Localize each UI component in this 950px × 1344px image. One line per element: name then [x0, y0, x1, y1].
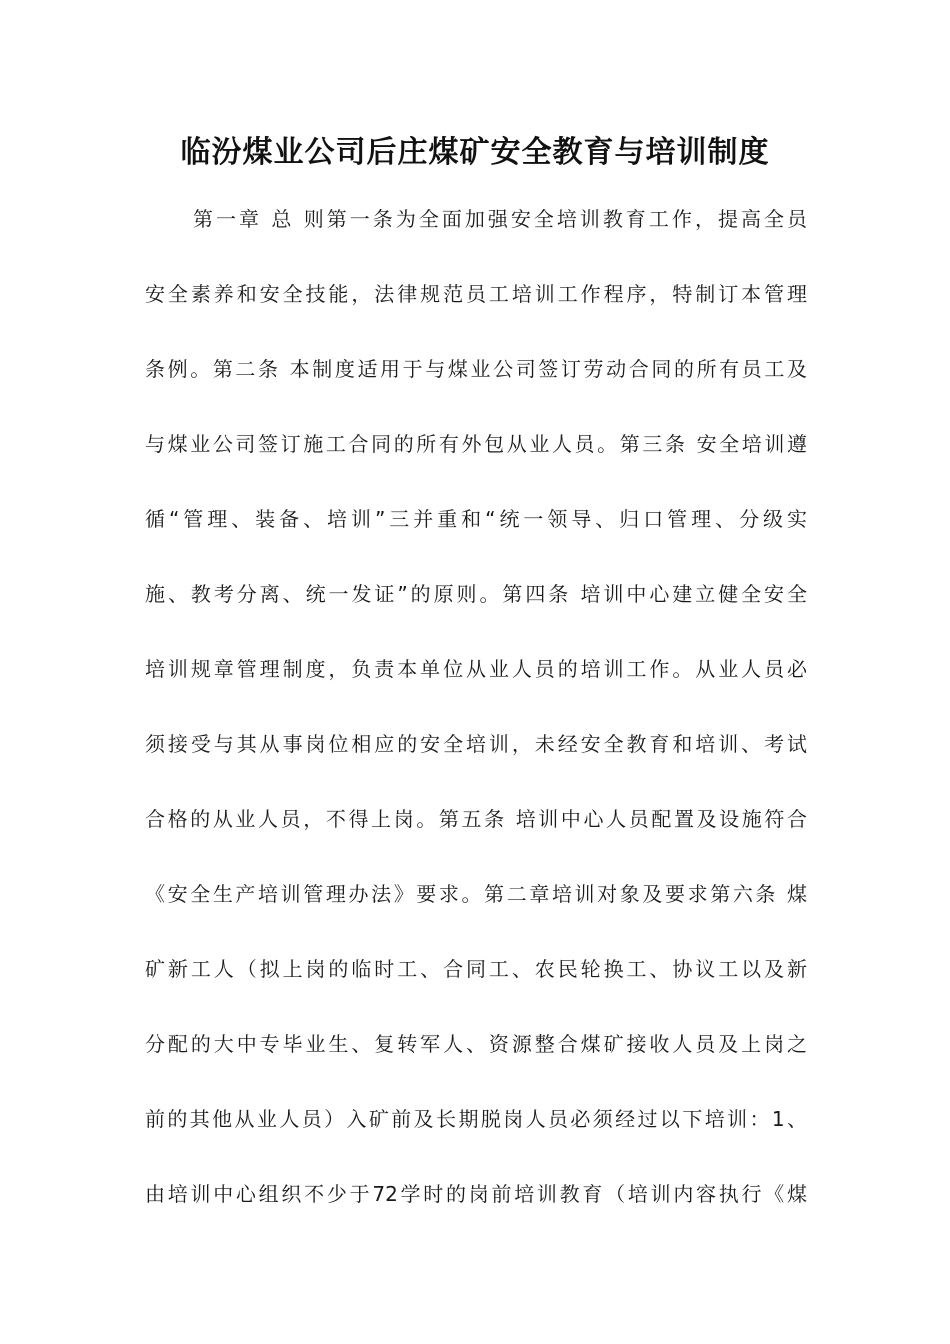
document-body: [145, 182, 807, 1232]
document-title: 临汾煤业公司后庄煤矿安全教育与培训制度: [180, 135, 770, 170]
paragraph-line: 前的其他从业人员）入矿前及长期脱岗人员必须经过以下培训：1、: [145, 1107, 807, 1131]
paragraph-line: 矿新工人（拟上岗的临时工、合同工、农民轮换工、协议工以及新: [145, 957, 807, 981]
paragraph-line: 安全素养和安全技能，法律规范员工培训工作程序，特制订本管理: [145, 282, 807, 306]
paragraph-line: 《安全生产培训管理办法》要求。第二章培训对象及要求第六条 煤: [145, 882, 807, 906]
paragraph-line: 培训规章管理制度，负责本单位从业人员的培训工作。从业人员必: [145, 657, 807, 681]
paragraph-line: 第一章 总 则第一条为全面加强安全培训教育工作，提高全员: [193, 207, 807, 231]
paragraph-line: 须接受与其从事岗位相应的安全培训，未经安全教育和培训、考试: [145, 732, 807, 756]
paragraph-line: 分配的大中专毕业生、复转军人、资源整合煤矿接收人员及上岗之: [145, 1032, 807, 1056]
paragraph-line: 由培训中心组织不少于72学时的岗前培训教育（培训内容执行《煤: [145, 1182, 807, 1206]
paragraph-line: 合格的从业人员，不得上岗。第五条 培训中心人员配置及设施符合: [145, 807, 807, 831]
paragraph-line: 与煤业公司签订施工合同的所有外包从业人员。第三条 安全培训遵: [145, 432, 807, 456]
paragraph-line: 施、教考分离、统一发证”的原则。第四条 培训中心建立健全安全: [145, 582, 807, 606]
paragraph-line: 条例。第二条 本制度适用于与煤业公司签订劳动合同的所有员工及: [145, 357, 807, 381]
paragraph-line: 循“管理、装备、培训”三并重和“统一领导、归口管理、分级实: [145, 507, 807, 531]
